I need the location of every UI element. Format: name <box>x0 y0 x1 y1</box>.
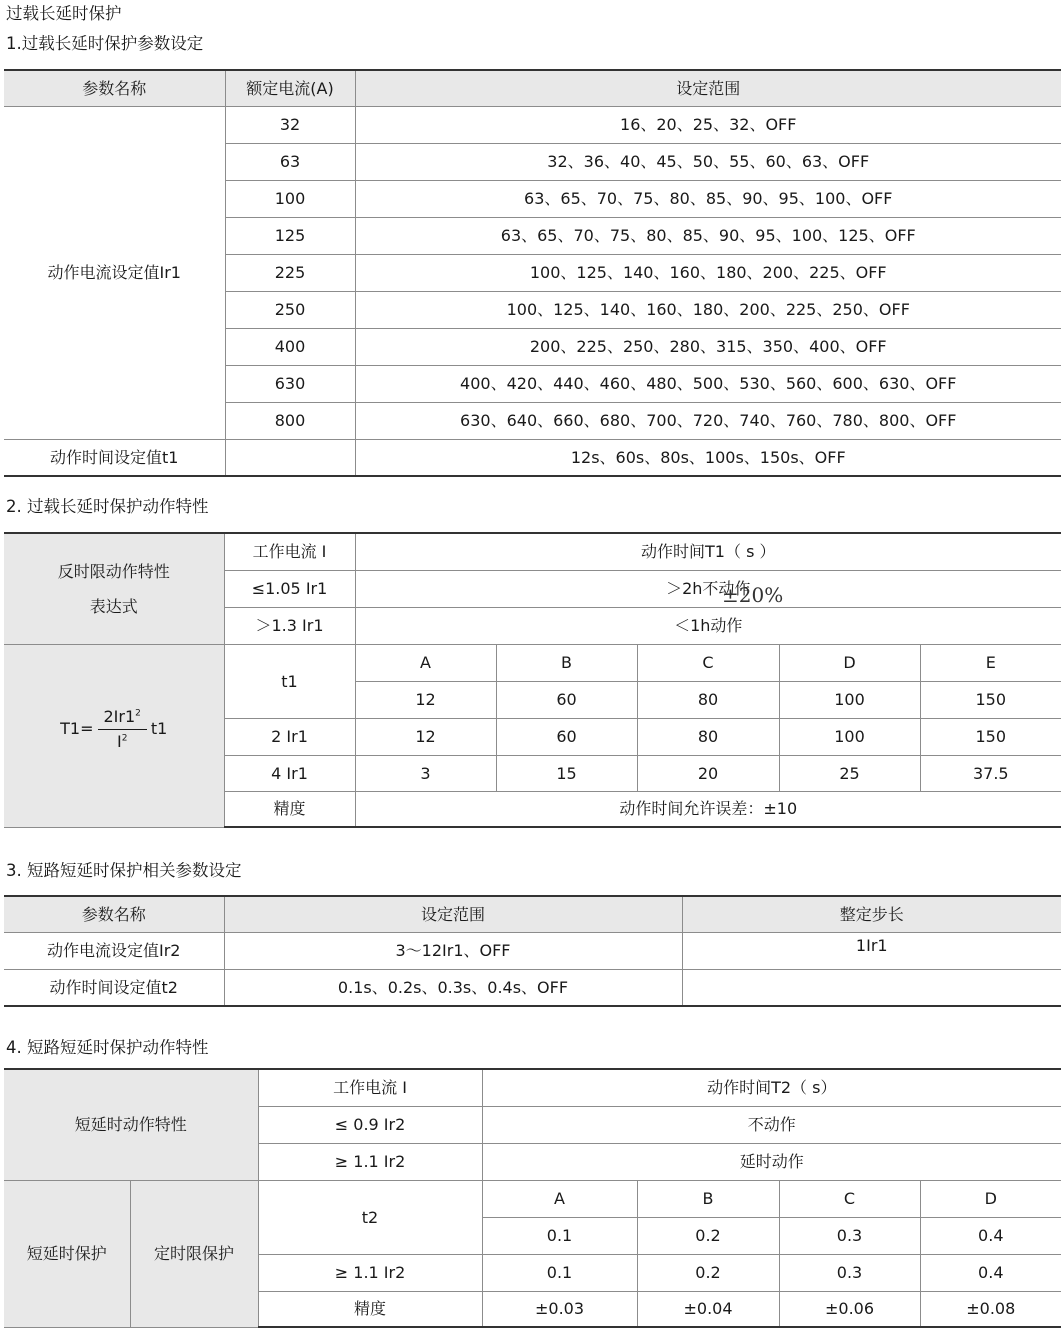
ir2-range: 3～12Ir1、OFF <box>224 932 682 969</box>
header-setting-range: 设定范围 <box>355 70 1061 106</box>
time-no-action: ＞2h不动作 <box>355 570 1061 607</box>
letter-cell: A <box>482 1180 637 1217</box>
time-setting-label: 动作时间设定值t1 <box>4 439 225 476</box>
rated-current: 125 <box>225 217 355 254</box>
header-action-time: 动作时间T1（ s ） <box>355 533 1061 570</box>
section-4-title: 4. 短路短延时保护动作特性 <box>6 1038 209 1057</box>
inverse-time-label <box>4 533 224 644</box>
setting-range: 32、36、40、45、50、55、60、63、OFF <box>355 143 1061 180</box>
short-delay-characteristic-table <box>4 1068 1061 1328</box>
rated-current: 250 <box>225 291 355 328</box>
rated-current: 100 <box>225 180 355 217</box>
4ir1-value: 37.5 <box>920 755 1061 791</box>
t2-value: 0.2 <box>637 1217 779 1254</box>
2ir1-value: 100 <box>779 718 920 755</box>
short-delay-protection-label: 短延时保护 <box>4 1180 130 1327</box>
precision-value: ±0.08 <box>920 1291 1061 1327</box>
rated-current: 32 <box>225 106 355 143</box>
setting-range: 100、125、140、160、180、200、225、OFF <box>355 254 1061 291</box>
precision-value: ±0.03 <box>482 1291 637 1327</box>
letter-cell: C <box>779 1180 920 1217</box>
t1-value: 60 <box>496 681 637 718</box>
precision-label: 精度 <box>258 1291 482 1327</box>
t1-value: 150 <box>920 681 1061 718</box>
precision-label: 精度 <box>224 791 355 827</box>
setting-range: 100、125、140、160、180、200、225、250、OFF <box>355 291 1061 328</box>
time-setting-range: 12s、60s、80s、100s、150s、OFF <box>355 439 1061 476</box>
current-setting-label: 动作电流设定值Ir1 <box>4 106 225 439</box>
4ir1-value: 3 <box>355 755 496 791</box>
4ir1-value: 25 <box>779 755 920 791</box>
short-delay-param-table <box>4 895 1061 1007</box>
header-action-time: 动作时间T2（ s） <box>482 1069 1061 1106</box>
t2-range: 0.1s、0.2s、0.3s、0.4s、OFF <box>224 969 682 1006</box>
letter-cell: D <box>779 644 920 681</box>
short-delay-char-label: 短延时动作特性 <box>4 1069 258 1180</box>
inverse-time-label-line1: 反时限动作特性 <box>57 561 170 581</box>
letter-cell: D <box>920 1180 1061 1217</box>
current-0.9: ≤ 0.9 Ir2 <box>258 1106 482 1143</box>
definite-time-label: 定时限保护 <box>130 1180 258 1327</box>
overload-param-table <box>4 69 1061 477</box>
1.1ir2-value: 0.3 <box>779 1254 920 1291</box>
rated-current: 225 <box>225 254 355 291</box>
formula-lhs: T1= <box>60 719 94 738</box>
letter-cell: A <box>355 644 496 681</box>
time-action: ＜1h动作 <box>355 607 1061 644</box>
2ir1-value: 150 <box>920 718 1061 755</box>
header-param-name: 参数名称 <box>4 70 225 106</box>
t2-label: t2 <box>258 1180 482 1254</box>
t2-label: 动作时间设定值t2 <box>4 969 224 1006</box>
setting-range: 630、640、660、680、700、720、740、760、780、800、OFF <box>355 402 1061 439</box>
ir2-step: 1Ir1 <box>682 932 1061 969</box>
time-delayed-action: 延时动作 <box>482 1143 1061 1180</box>
overload-characteristic-table <box>4 532 1061 828</box>
header-step: 整定步长 <box>682 896 1061 932</box>
4ir1-value: 15 <box>496 755 637 791</box>
time-setting-rated-empty <box>225 439 355 476</box>
inverse-time-label-line2: 表达式 <box>89 596 138 616</box>
tolerance-stamp: ±20% <box>722 583 784 607</box>
1.1ir2-value: 0.4 <box>920 1254 1061 1291</box>
precision-value: ±0.06 <box>779 1291 920 1327</box>
section-2-title: 2. 过载长延时保护动作特性 <box>6 497 209 516</box>
t2-value: 0.3 <box>779 1217 920 1254</box>
setting-range: 63、65、70、75、80、85、90、95、100、OFF <box>355 180 1061 217</box>
section-1-title: 1.过载长延时保护参数设定 <box>6 34 204 53</box>
formula-numerator: $2Ir1^2$ <box>98 707 147 730</box>
formula-fraction <box>98 707 147 751</box>
time-no-action: 不动作 <box>482 1106 1061 1143</box>
formula <box>60 707 167 751</box>
setting-range: 400、420、440、460、480、500、530、560、600、630、OFF <box>355 365 1061 402</box>
t1-value: 80 <box>637 681 779 718</box>
t1-value: 12 <box>355 681 496 718</box>
formula-cell <box>4 644 224 827</box>
current-1.1: ≥ 1.1 Ir2 <box>258 1143 482 1180</box>
page-title: 过载长延时保护 <box>6 4 122 23</box>
formula-rhs: t1 <box>150 719 168 738</box>
rated-current: 630 <box>225 365 355 402</box>
header-working-current: 工作电流 I <box>224 533 355 570</box>
rated-current: 400 <box>225 328 355 365</box>
rated-current: 800 <box>225 402 355 439</box>
section-3-title: 3. 短路短延时保护相关参数设定 <box>6 861 242 880</box>
4ir1-value: 20 <box>637 755 779 791</box>
setting-range: 16、20、25、32、OFF <box>355 106 1061 143</box>
letter-cell: C <box>637 644 779 681</box>
current-1.05: ≤1.05 Ir1 <box>224 570 355 607</box>
setting-range: 200、225、250、280、315、350、400、OFF <box>355 328 1061 365</box>
header-working-current: 工作电流 I <box>258 1069 482 1106</box>
2ir1-value: 60 <box>496 718 637 755</box>
2ir1-value: 12 <box>355 718 496 755</box>
rated-current: 63 <box>225 143 355 180</box>
4ir1-label: 4 Ir1 <box>224 755 355 791</box>
formula-denominator: $I^2$ <box>116 731 128 751</box>
letter-cell: E <box>920 644 1061 681</box>
letter-cell: B <box>637 1180 779 1217</box>
t1-value: 100 <box>779 681 920 718</box>
header-rated-current: 额定电流(A) <box>225 70 355 106</box>
t2-value: 0.1 <box>482 1217 637 1254</box>
setting-range: 63、65、70、75、80、85、90、95、100、125、OFF <box>355 217 1061 254</box>
letter-cell: B <box>496 644 637 681</box>
ir2-label: 动作电流设定值Ir2 <box>4 932 224 969</box>
current-1.1-label: ≥ 1.1 Ir2 <box>258 1254 482 1291</box>
precision-value: ±0.04 <box>637 1291 779 1327</box>
header-setting-range: 设定范围 <box>224 896 682 932</box>
t1-label: t1 <box>224 644 355 718</box>
2ir1-label: 2 Ir1 <box>224 718 355 755</box>
t2-step-empty <box>682 969 1061 1006</box>
t2-value: 0.4 <box>920 1217 1061 1254</box>
precision-value: 动作时间允许误差：±10 <box>355 791 1061 827</box>
1.1ir2-value: 0.2 <box>637 1254 779 1291</box>
2ir1-value: 80 <box>637 718 779 755</box>
current-1.3: ＞1.3 Ir1 <box>224 607 355 644</box>
1.1ir2-value: 0.1 <box>482 1254 637 1291</box>
header-param-name: 参数名称 <box>4 896 224 932</box>
